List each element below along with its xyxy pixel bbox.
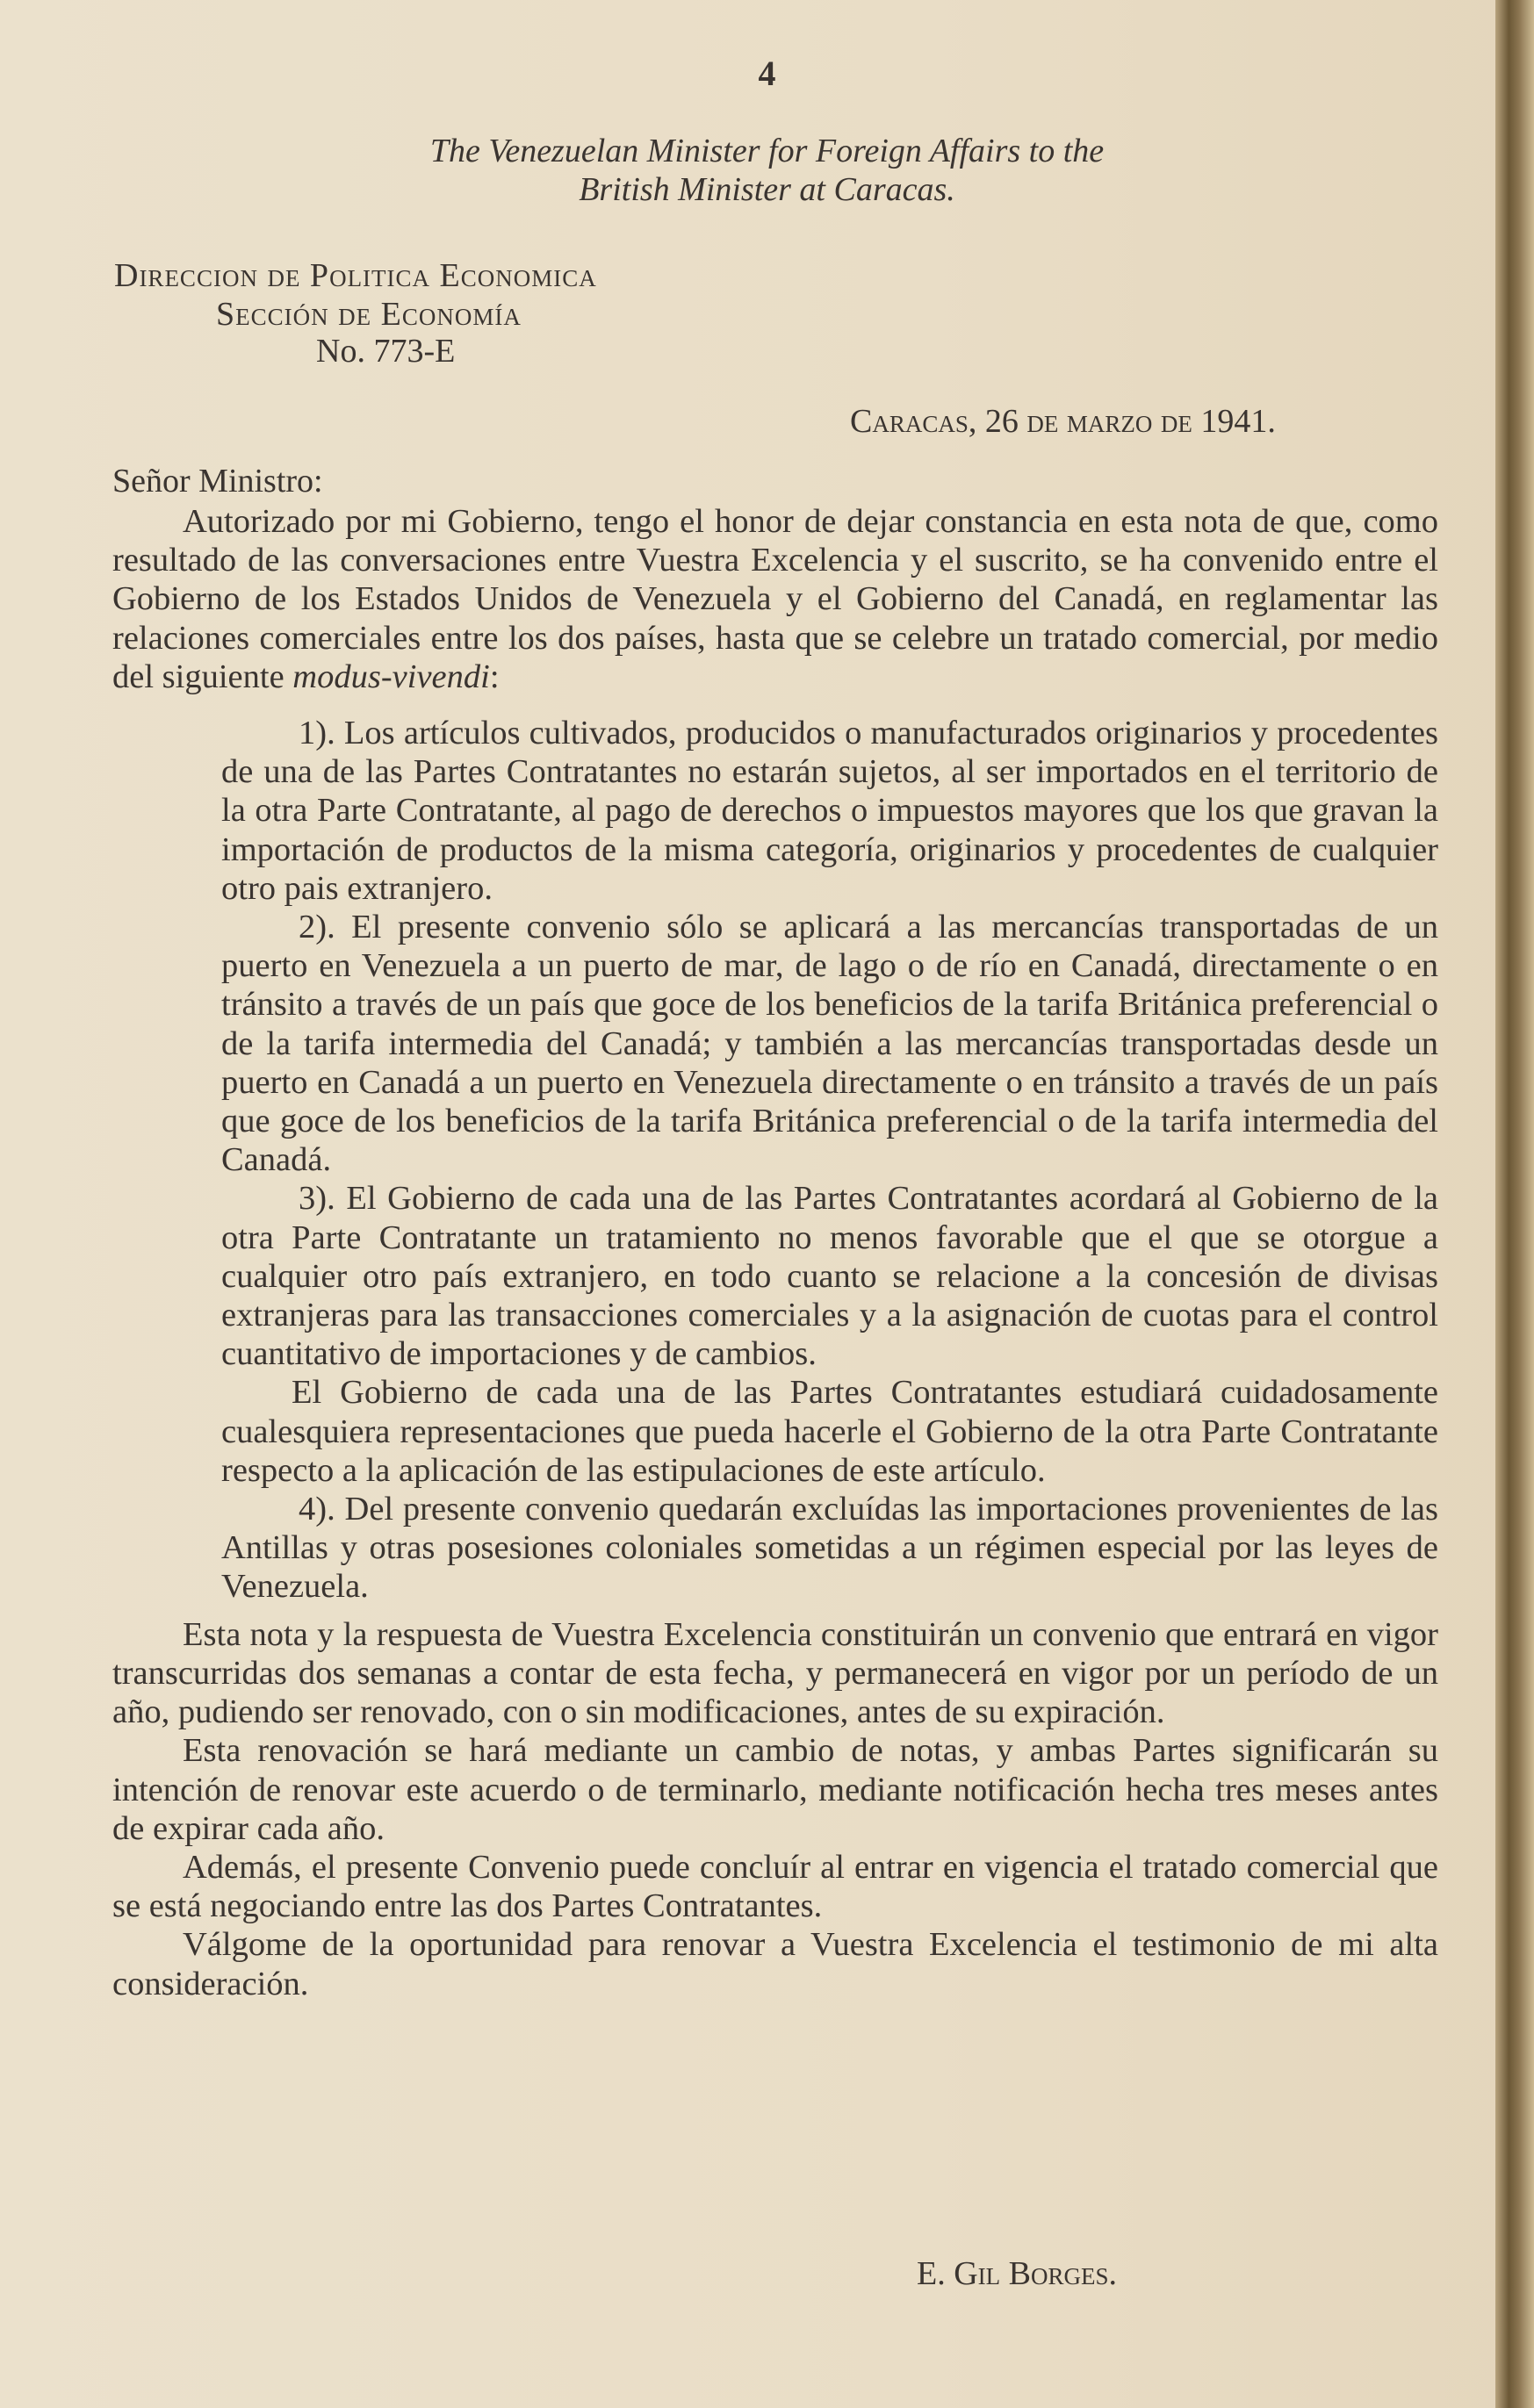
closing-paragraph-1: Esta nota y la respuesta de Vuestra Excelencia constituirán un convenio que entrará en vigor transcurridas dos semanas a contar de esta fecha, y permanecerá en vigor por un período de un año, pudiendo ser renovado, con o sin modificaciones, antes de su expiración. — [112, 1615, 1438, 1731]
article-1: 1). Los artículos cultivados, producidos o manufacturados originarios y procedentes de una de las Partes Contratantes no estarán sujetos, al ser importados en el territorio de la otra Parte Contratante, al pago de derechos o impuestos mayores que los que gravan la importación de productos de la misma categoría, originarios y procedentes de cualquier otro pais extranjero. — [221, 715, 1438, 907]
department-name: Direccion de Politica Economica — [114, 257, 597, 294]
intro-term: modus-vivendi — [292, 658, 490, 695]
dateline: Caracas, 26 de marzo de 1941. — [850, 403, 1276, 440]
salutation: Señor Ministro: — [112, 463, 323, 500]
letter-body — [112, 502, 1438, 2003]
signature: E. Gil Borges. — [917, 2255, 1117, 2292]
closing-paragraph-3: Además, el presente Convenio puede concluír al entrar en vigencia el tratado comercial que se está negociando entre las dos Partes Contratantes. — [112, 1848, 1438, 1925]
page-number: 4 — [758, 54, 776, 93]
closing-paragraph-2: Esta renovación se hará mediante un cambio de notas, y ambas Partes significarán su intención de renovar este acuerdo o de terminarlo, mediante notificación hecha tres meses antes de expirar cada año. — [112, 1732, 1438, 1847]
article-3: 3). El Gobierno de cada una de las Partes Contratantes acordará al Gobierno de la otra Parte Contratante un tratamiento no menos favorable que el que se otorgue a cualquier otro país extranjero, en todo cuanto se relacione a la concesión de divisas extranjeras para las transacciones comerciales y a la asignación de cuotas para el control cuantitativo de importaciones y de cambios. — [221, 1180, 1438, 1373]
article-2: 2). El presente convenio sólo se aplicará a las mercancías transportadas de un puerto en Venezuela a un puerto de mar, de lago o de río en Canadá, directamente o en tránsito a través de un país que goce de los beneficios de la tarifa Británica preferencial o de la tarifa intermedia del Canadá; y también a las mercancías transportadas desde un puerto en Canadá a un puerto en Venezuela directamente o en tránsito a través de un país que goce de los beneficios de la tarifa Británica preferencial o de la tarifa intermedia del Canadá. — [221, 909, 1438, 1179]
article-4: 4). Del presente convenio quedarán excluídas las importaciones provenientes de las Antillas y otras posesiones coloniales sometidas a un régimen especial por las leyes de Venezuela. — [221, 1491, 1438, 1606]
page-edge-shadow — [1495, 0, 1534, 2408]
letter-heading-line2: British Minister at Caracas. — [579, 171, 955, 208]
intro-text: Autorizado por mi Gobierno, tengo el honor de dejar constancia en esta nota de que, como resultado de las conversaciones entre Vuestra Excelencia y el suscrito, se ha convenido entre el Gobierno de los Estados Unidos de Venezuela y el Gobierno del Canadá, en reglamentar las relaciones comerciales entre los dos países, hasta que se celebre un tratado comercial, por medio del siguiente — [112, 503, 1438, 695]
reference-number: No. 773-E — [316, 333, 456, 370]
letter-heading-line1: The Venezuelan Minister for Foreign Affairs to the — [429, 133, 1105, 169]
intro-paragraph — [112, 502, 1438, 696]
intro-end: : — [489, 658, 500, 695]
article-3-continuation: El Gobierno de cada una de las Partes Contratantes estudiará cuidadosamente cualesquiera representaciones que pueda hacerle el Gobierno de la otra Parte Contratante respecto a la aplicación de las estipulaciones de este artículo. — [221, 1374, 1438, 1489]
section-name: Sección de Economía — [216, 296, 522, 333]
closing-paragraph-4: Válgome de la oportunidad para renovar a Vuestra Excelencia el testimonio de mi alta consideración. — [112, 1926, 1438, 2002]
